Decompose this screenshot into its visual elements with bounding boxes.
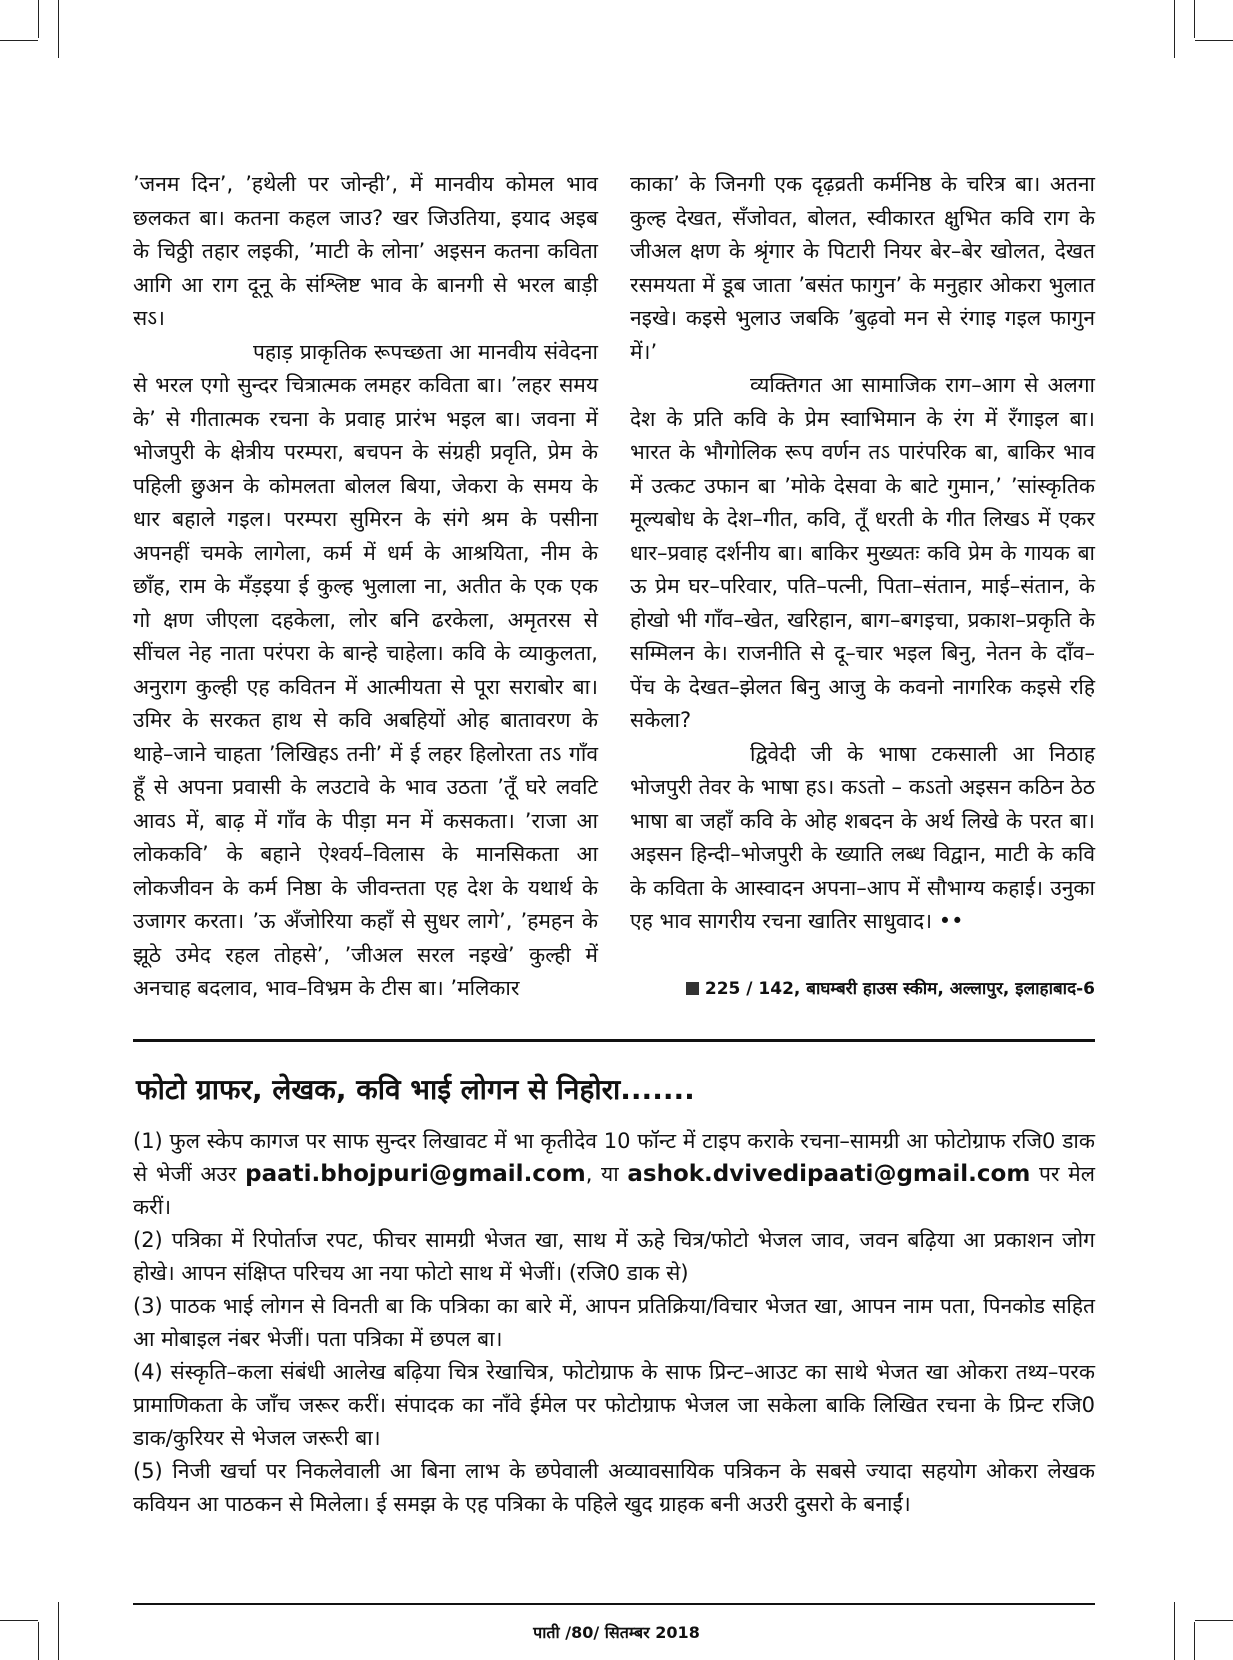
page-footer: पाती /80/ सितम्बर 2018 bbox=[533, 1623, 700, 1642]
crop-mark bbox=[1174, 0, 1175, 58]
email-link[interactable]: paati.bhojpuri@gmail.com bbox=[245, 1161, 586, 1187]
section-divider bbox=[133, 1039, 1095, 1042]
author-address bbox=[670, 976, 1095, 999]
crop-mark bbox=[1194, 0, 1195, 38]
crop-mark bbox=[1195, 40, 1233, 41]
address-text: 225 / 142, बाघम्बरी हाउस स्कीम, अल्लापुर, इलाहाबाद-6 bbox=[704, 979, 1095, 999]
notice-item-4: (4) संस्कृति–कला संबंधी आलेख बढ़िया चित्र रेखाचित्र, फोटोग्राफ के साफ प्रिन्ट–आउट का साथे भेजत खा ओकरा तथ्य–परक प्रामाणिकता के जाँच जरूर करीं। संपादक का नाँवे ईमेल पर फोटोग्राफ भेजल जा सकेला बाकि लिखित रचना के प्रिन्ट रजि0 डाक/कुरियर से भेजल जरूरी बा। bbox=[133, 1360, 1095, 1450]
email-link[interactable]: ashok.dvivedipaati@gmail.com bbox=[627, 1161, 1031, 1187]
paragraph: ’जनम दिन’, ’हथेली पर जोन्ही’, में मानवीय कोमल भाव छलकत बा। कतना कहल जाउ? खर जिउतिया, इयाद अइब के चिठ्ठी तहार लइकी, ’माटी के लोना’ अइसन कतना कविता आगि आ राग दूनू के संश्लिष्ट भाव के बानगी से भरल बाड़ी सऽ। bbox=[133, 172, 598, 330]
crop-mark bbox=[0, 40, 38, 41]
paragraph: पहाड़ प्राकृतिक रूपच्छता आ मानवीय संवेदना से भरल एगो सुन्दर चित्रात्मक लमहर कविता बा। ’लहर समय के’ से गीतात्मक रचना के प्रवाह प्रारंभ भइल बा। जवना में भोजपुरी के क्षेत्रीय परम्परा, बचपन के संग्रही प्रवृति, प्रेम के पहिली छुअन के कोमलता बोलल बिया, जेकरा के समय के धार बहाले गइल। परम्परा सुमिरन के संगे श्रम के पसीना अपनहीं चमके लागेला, कर्म में धर्म के आश्रयिता, नीम के छाँह, राम के मँड़इया ई कुल्ह भुलाला ना, अतीत के एक एक गो क्षण जीएला दहकेला, लोर बनि ढरकेला, अमृतरस से सींचल नेह नाता परंपरा के बान्हे चाहेला। कवि के व्याकुलता, अनुराग कुल्ही एह कवितन में आत्मीयता से पूरा सराबोर बा। उमिर के सरकत हाथ से कवि अबहियों ओह बातावरण के थाहे–जाने चाहता ’लिखिहऽ तनी’ में ई लहर हिलोरता तऽ गाँव हूँ से अपना प्रवासी के लउटावे के भाव उठता ’तूँ घरे लवटि आवऽ में, बाढ़ में गाँव के पीड़ा मन में कसकता। ’राजा आ लोककवि’ के बहाने ऐश्वर्य–विलास के मानसिकता आ लोकजीवन के कर्म निष्ठा के जीवन्तता एह देश के यथार्थ के उजागर करता। ’ऊ अँजोरिया कहाँ से सुधर लागे’, ’हमहन के झूठे उमेद रहल तोहसे’, ’जीअल सरल नइखे’ कुल्ही में अनचाह बदलाव, भाव–विभ्रम के टीस बा। ’मलिकार bbox=[133, 339, 598, 1000]
article-column-right bbox=[630, 168, 1095, 939]
notice-item-text: (1) फुल स्केप कागज पर साफ सुन्दर लिखावट में भा कृतीदेव 10 फॉन्ट में टाइप कराके रचना–सामग्री आ फोटोग्राफ रजि0 डाक से भेजीं अउर bbox=[133, 1129, 1095, 1186]
footer-divider bbox=[133, 1603, 1095, 1605]
notice-item-5: (5) निजी खर्चा पर निकलेवाली आ बिना लाभ के छपेवाली अव्यावसायिक पत्रिकन के सबसे ज्यादा सहयोग ओकरा लेखक कवियन आ पाठकन से मिलेला। ई समझ के एह पत्रिका के पहिले खुद ग्राहक बनी अउरी दुसरो के बनाईं। bbox=[133, 1459, 1095, 1516]
notice-item-3: (3) पाठक भाई लोगन से विनती बा कि पत्रिका का बारे में, आपन प्रतिक्रिया/विचार भेजत खा, आपन नाम पता, पिनकोड सहित आ मोबाइल नंबर भेजीं। पता पत्रिका में छपल बा। bbox=[133, 1294, 1095, 1351]
square-bullet-icon bbox=[686, 982, 699, 995]
notice-item-2: (2) पत्रिका में रिपोर्ताज रपट, फीचर सामग्री भेजत खा, साथ में ऊहे चित्र/फोटो भेजल जाव, जवन बढ़िया आ प्रकाशन जोग होखे। आपन संक्षिप्त परिचय आ नया फोटो साथ में भेजीं। (रजि0 डाक से) bbox=[133, 1228, 1095, 1285]
notice-item-text: , या bbox=[585, 1162, 619, 1186]
crop-mark bbox=[58, 0, 59, 58]
paragraph: व्यक्तिगत आ सामाजिक राग–आग से अलगा देश के प्रति कवि के प्रेम स्वाभिमान के रंग में रँगाइल बा। भारत के भौगोलिक रूप वर्णन तऽ पारंपरिक बा, बाकिर भाव में उत्कट उफान बा ’मोके देसवा के बाटे गुमान,’ ’सांस्कृतिक मूल्यबोध के देश–गीत, कवि, तूँ धरती के गीत लिखऽ में एकर धार–प्रवाह दर्शनीय बा। बाकिर मुख्यतः कवि प्रेम के गायक बा ऊ प्रेम घर–परिवार, पति–पत्नी, पिता–संतान, माई–संतान, के होखो भी गाँव–खेत, खरिहान, बाग–बगइचा, प्रकाश–प्रकृति के सम्मिलन के। राजनीति से दू–चार भइल बिनु, नेतन के दाँव–पेंच के देखत–झेलत बिनु आजु के कवनो नागरिक कइसे रहि सकेला? bbox=[630, 373, 1095, 732]
notice-item-text: पर मेल करीं। bbox=[133, 1162, 1095, 1219]
notice-item-1 bbox=[133, 1125, 1095, 1224]
crop-mark bbox=[38, 0, 39, 38]
notice-title: फोटो ग्राफर, लेखक, कवि भाई लोगन से निहोरा....... bbox=[136, 1073, 695, 1106]
article-column-left bbox=[133, 168, 598, 1006]
notice-body bbox=[133, 1125, 1095, 1521]
paragraph: काका’ के जिनगी एक दृढ़व्रती कर्मनिष्ठ के चरित्र बा। अतना कुल्ह देखत, सँजोवत, बोलत, स्वीकारत क्षुभित कवि राग के जीअल क्षण के श्रृंगार के पिटारी नियर बेर–बेर खोलत, देखत रसमयता में डूब जाता ’बसंत फागुन’ के मनुहार ओकरा भुलात नइखे। कइसे भुलाउ जबकि ’बुढ़वो मन से रंगाइ गइल फागुन में।’ bbox=[630, 172, 1095, 364]
paragraph: द्विवेदी जी के भाषा टकसाली आ निठाह भोजपुरी तेवर के भाषा हऽ। कऽतो – कऽतो अइसन कठिन ठेठ भाषा बा जहाँ कवि के ओह शबदन के अर्थ लिखे के परत बा। अइसन हिन्दी–भोजपुरी के ख्याति लब्ध विद्वान, माटी के कवि के कविता के आस्वादन अपना–आप में सौभाग्य कहाई। उनुका एह भाव सागरीय रचना खातिर साधुवाद। •• bbox=[630, 741, 1095, 933]
